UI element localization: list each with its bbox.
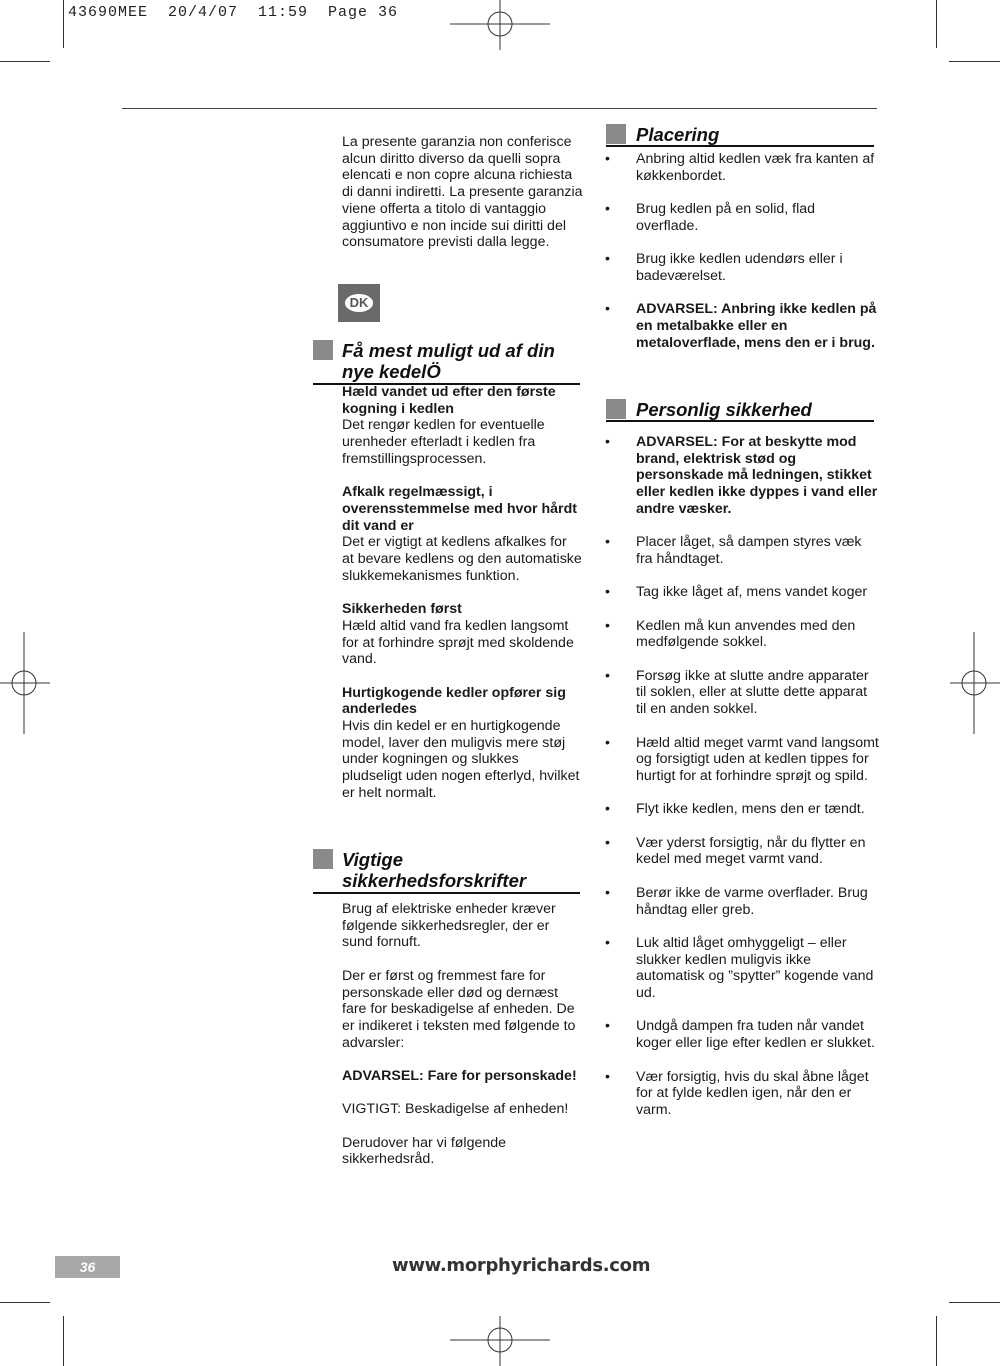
item-body: Hæld altid vand fra kedlen langsomt for at forhindre sprøjt med skoldende vand. bbox=[342, 617, 574, 668]
bullet-text: Hæld altid meget varmt vand langsomt og forsigtigt uden at kedlen tippes for hurtigt for at forhindre sprøjt og spild. bbox=[636, 734, 879, 784]
bullet-item bbox=[605, 885, 880, 918]
italian-paragraph bbox=[342, 134, 584, 251]
section-heading-get-most bbox=[313, 340, 580, 385]
bullet-item bbox=[605, 151, 877, 184]
bullet-item bbox=[605, 735, 880, 785]
footer-url: www.morphyrichards.com bbox=[392, 1255, 651, 1276]
registration-mark-icon bbox=[0, 632, 50, 734]
personlig-list bbox=[605, 434, 880, 1135]
bullet-text: Placer låget, så dampen styres væk fra håndtaget. bbox=[636, 534, 862, 567]
bullet-text: Flyt ikke kedlen, mens den er tændt. bbox=[636, 801, 865, 818]
section-heading-safety bbox=[313, 849, 580, 894]
bullet-icon: • bbox=[605, 884, 610, 901]
heading-square-icon bbox=[313, 849, 333, 869]
heading-line-1: Få mest muligt ud af din bbox=[342, 340, 555, 361]
bullet-text: Forsøg ikke at slutte andre apparater til soklen, eller at slutte dette apparat til en anden sokkel. bbox=[636, 667, 869, 718]
heading-line-1: Vigtige bbox=[342, 849, 403, 870]
bullet-icon: • bbox=[605, 201, 610, 218]
bullet-text: Kedlen må kun anvendes med den medfølgende sokkel. bbox=[636, 617, 856, 651]
paragraph: Der er først og fremmest fare for personskade eller død og dernæst fare for beskadigelse af enheden. De er indikeret i teksten med følgende to advarsler: bbox=[342, 967, 576, 1051]
bullet-icon: • bbox=[605, 534, 610, 551]
heading-line-2: sikkerhedsforskrifter bbox=[342, 870, 527, 891]
paragraph: Derudover har vi følgende sikkerhedsråd. bbox=[342, 1134, 507, 1168]
registration-mark-icon bbox=[448, 0, 552, 50]
bullet-item bbox=[605, 301, 877, 351]
bullet-item bbox=[605, 201, 877, 234]
bullet-text: ADVARSEL: For at beskytte mod brand, elektrisk stød og personskade må ledningen, stikket eller kedlen ikke dyppes i vand eller andre væsker. bbox=[636, 434, 878, 517]
bullet-item bbox=[605, 801, 880, 818]
top-rule bbox=[122, 108, 877, 109]
bullet-icon: • bbox=[605, 1068, 610, 1085]
bullet-item bbox=[605, 668, 880, 718]
crop-mark bbox=[936, 1316, 937, 1366]
crop-mark bbox=[63, 0, 64, 48]
bullet-icon: • bbox=[605, 151, 610, 167]
crop-mark bbox=[949, 61, 1000, 62]
heading-square-icon bbox=[606, 124, 626, 144]
placering-list bbox=[605, 151, 877, 368]
section-heading-placering bbox=[606, 124, 874, 147]
section2-body bbox=[342, 901, 582, 1168]
item-body: Hvis din kedel er en hurtigkogende model, laver den muligvis mere støj under kogningen og slukkes pludseligt uden nogen efterlyd, hvilket er helt normalt. bbox=[342, 718, 580, 801]
heading-line-1: Personlig sikkerhed bbox=[636, 399, 812, 420]
bullet-text: Tag ikke låget af, mens vandet koger bbox=[636, 584, 868, 601]
bullet-icon: • bbox=[605, 251, 610, 268]
bullet-icon: • bbox=[605, 734, 610, 751]
page-number-label: 36 bbox=[79, 1259, 96, 1275]
bullet-item bbox=[605, 935, 880, 1002]
crop-mark bbox=[936, 0, 937, 48]
bullet-text: Vær forsigtig, hvis du skal åbne låget for at fylde kedlen igen, når den er varm. bbox=[636, 1068, 869, 1118]
page-number bbox=[55, 1256, 120, 1278]
bullet-item bbox=[605, 1069, 880, 1119]
item-heading: Hæld vandet ud efter den første kogning i kedlen bbox=[342, 384, 556, 417]
language-badge-label: DK bbox=[345, 294, 374, 312]
bullet-text: Undgå dampen fra tuden når vandet koger eller lige efter kedlen er slukket. bbox=[636, 1018, 875, 1052]
bullet-item bbox=[605, 584, 880, 601]
bullet-icon: • bbox=[605, 834, 610, 851]
bullet-icon: • bbox=[605, 801, 610, 818]
crop-mark bbox=[0, 1302, 50, 1303]
item-body: Det er vigtigt at kedlens afkalkes for at bevare kedlens og den automatiske slukkemekanismes funktion. bbox=[342, 534, 582, 584]
heading-square-icon bbox=[606, 399, 626, 419]
crop-mark bbox=[63, 1316, 64, 1366]
bullet-icon: • bbox=[605, 584, 610, 601]
bullet-icon: • bbox=[605, 617, 610, 634]
bullet-icon: • bbox=[605, 434, 610, 450]
item-heading: Hurtigkogende kedler opfører sig anderledes bbox=[342, 684, 566, 718]
important-text: VIGTIGT: Beskadigelse af enheden! bbox=[342, 1101, 569, 1118]
item-body: Det rengør kedlen for eventuelle urenheder efterladt i kedlen fra fremstillingsprocessen. bbox=[342, 417, 545, 467]
section1-body bbox=[342, 384, 582, 802]
bullet-text: Anbring altid kedlen væk fra kanten af køkkenbordet. bbox=[636, 151, 875, 184]
bullet-icon: • bbox=[605, 667, 610, 684]
bullet-text: Luk altid låget omhyggeligt – eller slukker kedlen muligvis ikke automatisk og ”spytter” kogende vand ud. bbox=[636, 934, 874, 1002]
italian-paragraph-text: La presente garanzia non conferisce alcun diritto diverso da quelli sopra elencati e non copre alcuna richiesta di danni indiretti. La presente garanzia viene offerta a titolo di vantaggio aggiuntivo e non incide sui diritti del consumatore previsti dalla legge. bbox=[342, 134, 583, 251]
bullet-item bbox=[605, 434, 880, 518]
bullet-item bbox=[605, 618, 880, 651]
bullet-icon: • bbox=[605, 1018, 610, 1035]
bullet-text: Brug kedlen på en solid, flad overflade. bbox=[636, 201, 816, 234]
crop-mark bbox=[949, 1302, 1000, 1303]
item-heading: Sikkerheden først bbox=[342, 601, 462, 618]
language-badge bbox=[338, 284, 380, 322]
bullet-text: Vær yderst forsigtig, når du flytter en kedel med meget varmt vand. bbox=[636, 834, 866, 868]
bullet-text: ADVARSEL: Anbring ikke kedlen på en metalbakke eller en metaloverflade, mens den er i brug. bbox=[636, 301, 877, 351]
bullet-item bbox=[605, 835, 880, 868]
paragraph: Brug af elektriske enheder kræver følgende sikkerhedsregler, der er sund fornuft. bbox=[342, 901, 556, 951]
bullet-item bbox=[605, 534, 880, 567]
crop-mark bbox=[0, 61, 50, 62]
section-heading-personlig bbox=[606, 399, 874, 422]
heading-square-icon bbox=[313, 340, 333, 360]
bullet-item bbox=[605, 251, 877, 284]
heading-line-2: nye kedelÖ bbox=[342, 361, 441, 382]
bullet-item bbox=[605, 1018, 880, 1051]
print-slug: 43690MEE 20/4/07 11:59 Page 36 bbox=[68, 4, 399, 21]
bullet-text: Brug ikke kedlen udendørs eller i badeværelset. bbox=[636, 251, 843, 284]
item-heading: Afkalk regelmæssigt, i overensstemmelse med hvor hårdt dit vand er bbox=[342, 484, 577, 534]
registration-mark-icon bbox=[448, 1316, 552, 1366]
bullet-icon: • bbox=[605, 301, 610, 318]
registration-mark-icon bbox=[950, 632, 1000, 734]
warning-text: ADVARSEL: Fare for personskade! bbox=[342, 1068, 577, 1084]
bullet-icon: • bbox=[605, 934, 610, 951]
bullet-text: Berør ikke de varme overflader. Brug håndtag eller greb. bbox=[636, 884, 868, 918]
heading-line-1: Placering bbox=[636, 124, 720, 145]
